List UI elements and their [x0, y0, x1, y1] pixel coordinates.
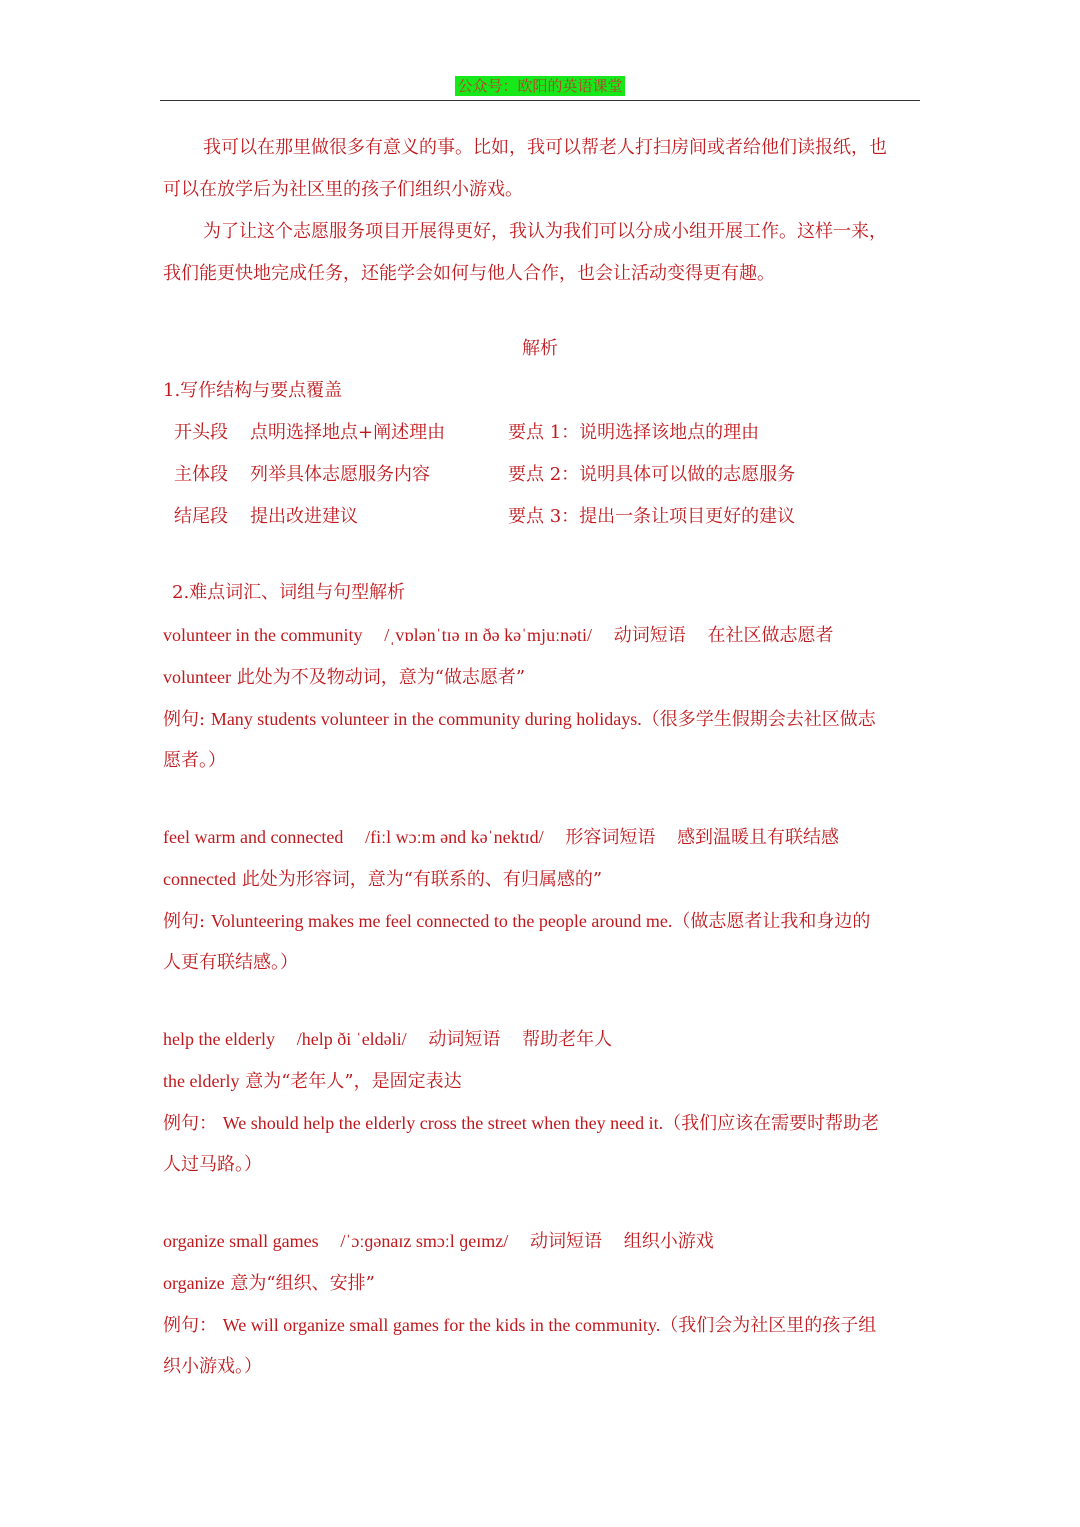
vocab-meaning: 帮助老年人	[522, 1029, 613, 1050]
vocab-note-word: the elderly	[163, 1071, 240, 1091]
vocab-pos: 形容词短语	[565, 827, 656, 848]
section2-heading: 2.难点词汇、词组与句型解析	[172, 582, 406, 603]
account-tag: 公众号：欧阳的英语课堂	[457, 77, 623, 95]
page-header	[160, 76, 920, 101]
vocab-note-text: 此处为形容词，意为“有联系的、有归属感的”	[241, 869, 603, 890]
analysis-title: 解析	[522, 338, 558, 359]
vocab-meaning: 在社区做志愿者	[707, 625, 834, 646]
structure-part: 开头段	[174, 422, 228, 443]
example-cn-continued: 人更有联结感。）	[163, 952, 298, 973]
vocab-note	[163, 867, 923, 892]
example-label: 例句:	[163, 709, 206, 730]
example-en: We will organize small games for the kids in the community.	[222, 1315, 661, 1335]
example-label: 例句:	[163, 911, 206, 932]
vocab-entry-title	[163, 623, 923, 648]
vocab-note-word: connected	[163, 869, 236, 889]
vocab-note	[163, 1069, 923, 1094]
vocab-phonetic: /ˈɔːɡənaɪz smɔːl ɡeɪmz/	[340, 1231, 509, 1251]
example-cn: （做志愿者让我和身边的	[672, 911, 871, 932]
vocab-note-word: organize	[163, 1273, 225, 1293]
translation-para1-line1: 我可以在那里做很多有意义的事。比如，我可以帮老人打扫房间或者给他们读报纸，也	[203, 137, 887, 158]
translation-para2-line2: 我们能更快地完成任务，还能学会如何与他人合作，也会让活动变得更有趣。	[163, 263, 775, 284]
vocab-example	[163, 909, 923, 934]
vocab-meaning: 感到温暖且有联结感	[677, 827, 840, 848]
vocab-pos: 动词短语	[613, 625, 686, 646]
vocab-pos: 动词短语	[530, 1231, 603, 1252]
structure-desc: 列举具体志愿服务内容	[250, 464, 430, 485]
vocab-note-text: 此处为不及物动词，意为“做志愿者”	[236, 667, 526, 688]
example-cn: （我们会为社区里的孩子组	[660, 1315, 877, 1336]
translation-para2-line1: 为了让这个志愿服务项目开展得更好，我认为我们可以分成小组开展工作。这样一来，	[203, 221, 887, 242]
example-cn-continued: 愿者。）	[163, 750, 226, 771]
example-label: 例句：	[163, 1315, 217, 1336]
vocab-phrase: help the elderly	[163, 1029, 275, 1049]
section1-heading: 1.写作结构与要点覆盖	[163, 380, 343, 401]
vocab-phonetic: /fiːl wɔːm ənd kəˈnektɪd/	[365, 827, 544, 847]
example-cn-continued: 织小游戏。）	[163, 1356, 262, 1377]
vocab-note	[163, 665, 923, 690]
structure-point: 要点 2：说明具体可以做的志愿服务	[508, 464, 796, 485]
vocab-note	[163, 1271, 923, 1296]
structure-desc: 提出改进建议	[250, 506, 358, 527]
vocab-phrase: organize small games	[163, 1231, 319, 1251]
example-cn: （我们应该在需要时帮助老	[663, 1113, 880, 1134]
vocab-example	[163, 707, 923, 732]
vocab-meaning: 组织小游戏	[623, 1231, 714, 1252]
vocab-phonetic: /help ði ˈeldəli/	[296, 1029, 407, 1049]
example-en: We should help the elderly cross the street when they need it.	[222, 1113, 664, 1133]
vocab-phrase: feel warm and connected	[163, 827, 344, 847]
vocab-entry-title	[163, 1027, 923, 1052]
structure-desc: 点明选择地点+阐述理由	[250, 422, 446, 443]
vocab-phrase: volunteer in the community	[163, 625, 363, 645]
example-en: Many students volunteer in the community during holidays.	[210, 709, 642, 729]
example-cn-continued: 人过马路。）	[163, 1154, 262, 1175]
example-label: 例句：	[163, 1113, 217, 1134]
vocab-pos: 动词短语	[428, 1029, 501, 1050]
vocab-example	[163, 1111, 923, 1136]
vocab-entry-title	[163, 825, 923, 850]
vocab-phonetic: /ˌvɒlənˈtɪə ɪn ðə kəˈmjuːnəti/	[384, 625, 593, 645]
structure-point: 要点 1：说明选择该地点的理由	[508, 422, 760, 443]
vocab-example	[163, 1313, 923, 1338]
example-en: Volunteering makes me feel connected to the people around me.	[210, 911, 673, 931]
example-cn: （很多学生假期会去社区做志	[641, 709, 876, 730]
vocab-note-word: volunteer	[163, 667, 231, 687]
structure-part: 结尾段	[174, 506, 228, 527]
vocab-entry-title	[163, 1229, 923, 1254]
structure-point: 要点 3：提出一条让项目更好的建议	[508, 506, 796, 527]
translation-para1-line2: 可以在放学后为社区里的孩子们组织小游戏。	[163, 179, 523, 200]
vocab-note-text: 意为“老年人”，是固定表达	[245, 1071, 462, 1092]
structure-part: 主体段	[174, 464, 228, 485]
vocab-note-text: 意为“组织、安排”	[230, 1273, 375, 1294]
